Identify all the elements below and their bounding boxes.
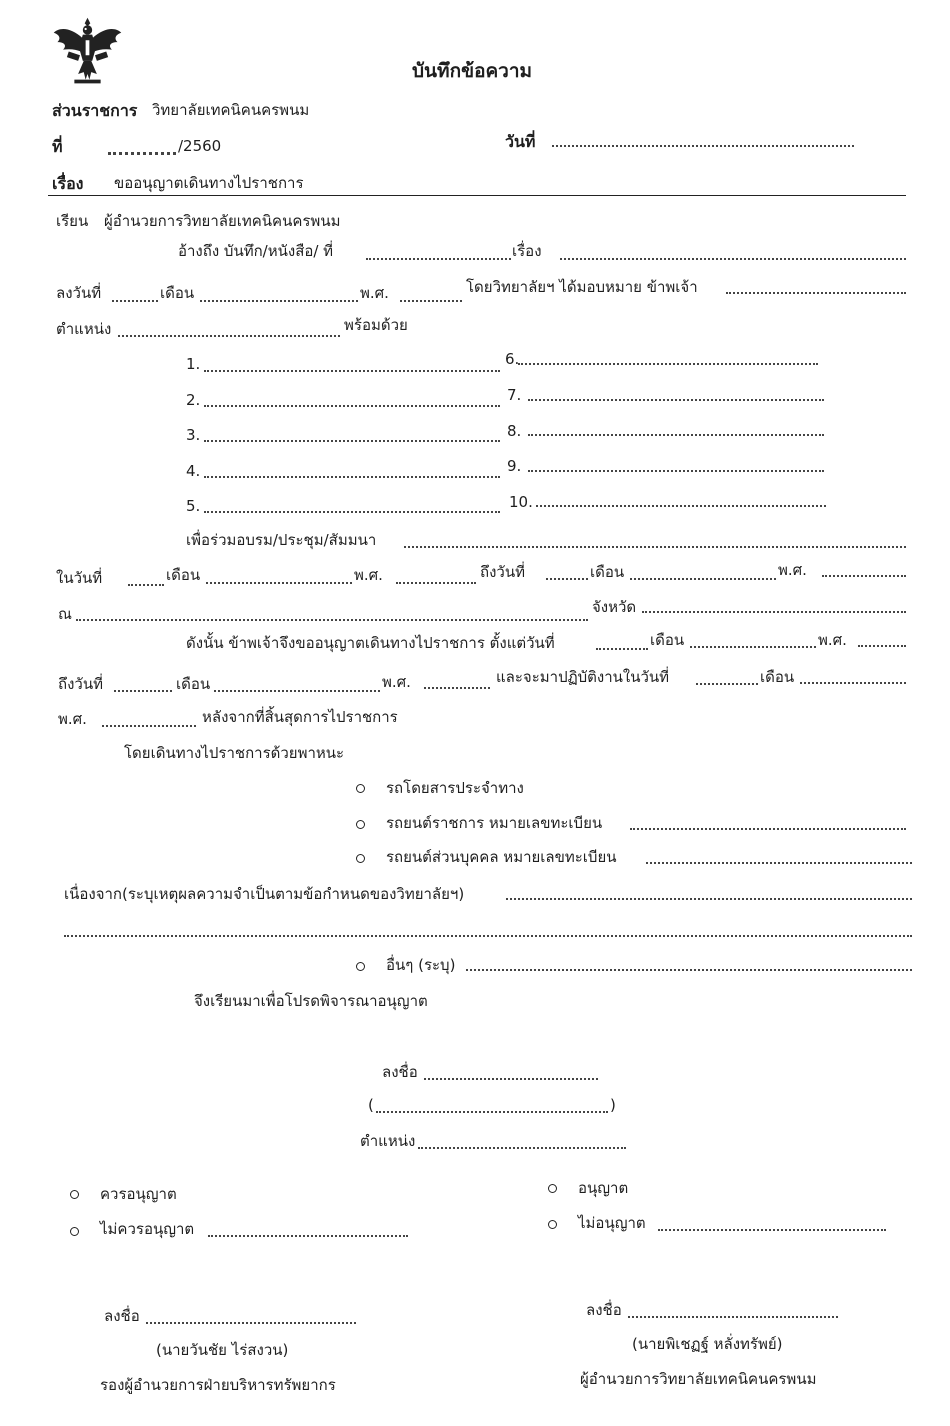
dated-month-field[interactable] [200, 300, 358, 302]
until-day-field[interactable] [114, 690, 172, 692]
vehicle-bus-label: รถโดยสารประจำทาง [386, 779, 524, 797]
to-label: เรียน [56, 212, 89, 230]
requester-name-field[interactable] [376, 1111, 608, 1113]
vehicle-bus-radio[interactable] [356, 784, 365, 793]
on-year-label: พ.ศ. [354, 566, 383, 584]
assigned-text: โดยวิทยาลัยฯ ได้มอบหมาย ข้าพเจ้า [466, 278, 698, 296]
requester-position-field[interactable] [418, 1147, 626, 1149]
reference-subject-field[interactable] [560, 258, 906, 260]
return-year-field[interactable] [102, 725, 196, 727]
ref-year: /2560 [178, 137, 222, 155]
until-month-label: เดือน [176, 675, 211, 693]
purpose-label: เพื่อร่วมอบรม/ประชุม/สัมมนา [186, 531, 377, 549]
province-label: จังหวัด [592, 598, 637, 616]
return-year-label: พ.ศ. [58, 710, 87, 728]
to-date-label: ถึงวันที่ [480, 563, 525, 581]
allow-label: อนุญาต [578, 1179, 629, 1197]
on-month-label: เดือน [166, 566, 201, 584]
should-allow-radio[interactable] [70, 1190, 79, 1199]
from-year-field[interactable] [858, 645, 906, 647]
from-day-field[interactable] [596, 648, 648, 650]
vehicle-other-label: อื่นๆ (ระบุ) [386, 956, 456, 974]
dated-month-label: เดือน [160, 284, 195, 302]
to-day-field[interactable] [546, 578, 588, 580]
companion-field[interactable] [204, 405, 500, 407]
paren-close: ) [610, 1096, 616, 1114]
companion-number: 10. [509, 493, 533, 511]
subject-label: เรื่อง [52, 174, 84, 193]
companion-field[interactable] [536, 505, 826, 507]
ref-label: ที่ [52, 137, 63, 156]
should-not-allow-radio[interactable] [70, 1227, 79, 1236]
subject-value: ขออนุญาตเดินทางไปราชการ [114, 174, 304, 192]
not-allow-label: ไม่อนุญาต [578, 1214, 646, 1232]
along-with-label: พร้อมด้วย [344, 316, 408, 334]
to-month-label: เดือน [590, 563, 625, 581]
deputy-position: รองผู้อำนวยการฝ่ายบริหารทรัพยากร [100, 1376, 336, 1394]
vehicle-other-radio[interactable] [356, 962, 365, 971]
deputy-name: (นายวันชัย ไร่สงวน) [156, 1341, 289, 1359]
companion-number: 8. [507, 422, 522, 440]
requester-position-label: ตำแหน่ง [360, 1132, 416, 1150]
venue-field[interactable] [76, 619, 588, 621]
until-date-label: ถึงวันที่ [58, 675, 103, 693]
should-allow-label: ควรอนุญาต [100, 1185, 177, 1203]
assignee-field[interactable] [726, 292, 906, 294]
companion-field[interactable] [528, 470, 824, 472]
official-plate-field[interactable] [630, 828, 906, 830]
request-text: ดังนั้น ข้าพเจ้าจึงขออนุญาตเดินทางไปราชการ ตั้งแต่วันที่ [186, 634, 555, 652]
at-label: ณ [58, 605, 72, 623]
vehicle-private-radio[interactable] [356, 854, 365, 863]
vehicle-heading: โดยเดินทางไปราชการด้วยพาหนะ [124, 744, 345, 762]
companion-field[interactable] [204, 476, 500, 478]
dated-day-field[interactable] [112, 300, 158, 302]
companion-number: 3. [186, 426, 201, 444]
requester-sign-field[interactable] [424, 1078, 598, 1080]
to-month-field[interactable] [630, 578, 776, 580]
after-trip-text: หลังจากที่สิ้นสุดการไปราชการ [202, 708, 398, 726]
until-year-label: พ.ศ. [382, 673, 411, 691]
reason-label: เนื่องจาก(ระบุเหตุผลความจำเป็นตามข้อกำหนดของวิทยาลัยฯ) [64, 885, 465, 903]
from-year-label: พ.ศ. [818, 631, 847, 649]
reason-field-line[interactable] [64, 935, 912, 937]
memo-title: บันทึกข้อความ [412, 60, 533, 82]
on-year-field[interactable] [396, 582, 476, 584]
header-divider [48, 195, 906, 196]
dated-year-label: พ.ศ. [360, 284, 389, 302]
reference-number-field[interactable] [366, 258, 511, 260]
companion-field[interactable] [528, 434, 824, 436]
on-month-field[interactable] [206, 582, 352, 584]
companion-field[interactable] [204, 370, 500, 372]
should-not-allow-label: ไม่ควรอนุญาต [100, 1220, 195, 1238]
reference-subject-label: เรื่อง [512, 242, 542, 260]
until-year-field[interactable] [424, 687, 490, 689]
dated-label: ลงวันที่ [56, 284, 102, 302]
companion-field[interactable] [204, 511, 500, 513]
agency-value: วิทยาลัยเทคนิคนครพนม [152, 101, 310, 119]
reason-field[interactable] [506, 898, 912, 900]
position-field[interactable] [118, 335, 340, 337]
companion-number: 9. [507, 457, 522, 475]
return-day-field[interactable] [696, 683, 758, 685]
not-allow-radio[interactable] [548, 1220, 557, 1229]
companion-number: 7. [507, 386, 522, 404]
vehicle-official-label: รถยนต์ราชการ หมายเลขทะเบียน [386, 814, 603, 832]
not-allow-reason-field[interactable] [658, 1229, 886, 1231]
until-month-field[interactable] [214, 690, 380, 692]
on-day-field[interactable] [128, 584, 164, 586]
ref-number-field[interactable] [108, 152, 176, 155]
companion-number: 1. [186, 355, 201, 373]
position-label: ตำแหน่ง [56, 320, 112, 338]
companion-field[interactable] [528, 399, 824, 401]
should-not-allow-reason-field[interactable] [208, 1235, 408, 1237]
companion-field[interactable] [204, 440, 500, 442]
return-month-label: เดือน [760, 668, 795, 686]
closing-text: จึงเรียนมาเพื่อโปรดพิจารณาอนุญาต [194, 992, 428, 1010]
director-position: ผู้อำนวยการวิทยาลัยเทคนิคนครพนม [580, 1370, 817, 1388]
date-label: วันที่ [505, 132, 536, 151]
from-month-field[interactable] [690, 646, 816, 648]
dated-year-field[interactable] [400, 300, 462, 302]
allow-radio[interactable] [548, 1184, 557, 1193]
date-field[interactable] [552, 145, 854, 147]
companion-number: 6. [505, 350, 520, 368]
companion-number: 2. [186, 391, 201, 409]
director-sign-field[interactable] [628, 1316, 838, 1318]
companion-field[interactable] [518, 363, 818, 365]
companion-number: 5. [186, 497, 201, 515]
requester-sign-label: ลงชื่อ [382, 1063, 418, 1081]
private-plate-field[interactable] [646, 862, 912, 864]
province-field[interactable] [642, 611, 906, 613]
return-work-label: และจะมาปฏิบัติงานในวันที่ [496, 668, 670, 686]
director-name: (นายพิเชฏฐ์ หลั่งทรัพย์) [632, 1335, 783, 1353]
other-field[interactable] [466, 969, 912, 971]
vehicle-official-radio[interactable] [356, 820, 365, 829]
deputy-sign-field[interactable] [146, 1322, 356, 1324]
deputy-sign-label: ลงชื่อ [104, 1307, 140, 1325]
to-year-label: พ.ศ. [778, 561, 807, 579]
on-date-label: ในวันที่ [56, 569, 103, 587]
companion-number: 4. [186, 462, 201, 480]
to-year-field[interactable] [822, 575, 906, 577]
to-value: ผู้อำนวยการวิทยาลัยเทคนิคนครพนม [104, 212, 341, 230]
agency-label: ส่วนราชการ [52, 101, 138, 120]
return-month-field[interactable] [800, 682, 906, 684]
paren-open: ( [368, 1096, 374, 1114]
vehicle-private-label: รถยนต์ส่วนบุคคล หมายเลขทะเบียน [386, 848, 617, 866]
director-sign-label: ลงชื่อ [586, 1301, 622, 1319]
from-month-label: เดือน [650, 631, 685, 649]
reference-memo-label: อ้างถึง บันทึก/หนังสือ/ ที่ [178, 242, 334, 260]
purpose-field[interactable] [404, 546, 906, 548]
garuda-emblem-icon [50, 14, 125, 89]
